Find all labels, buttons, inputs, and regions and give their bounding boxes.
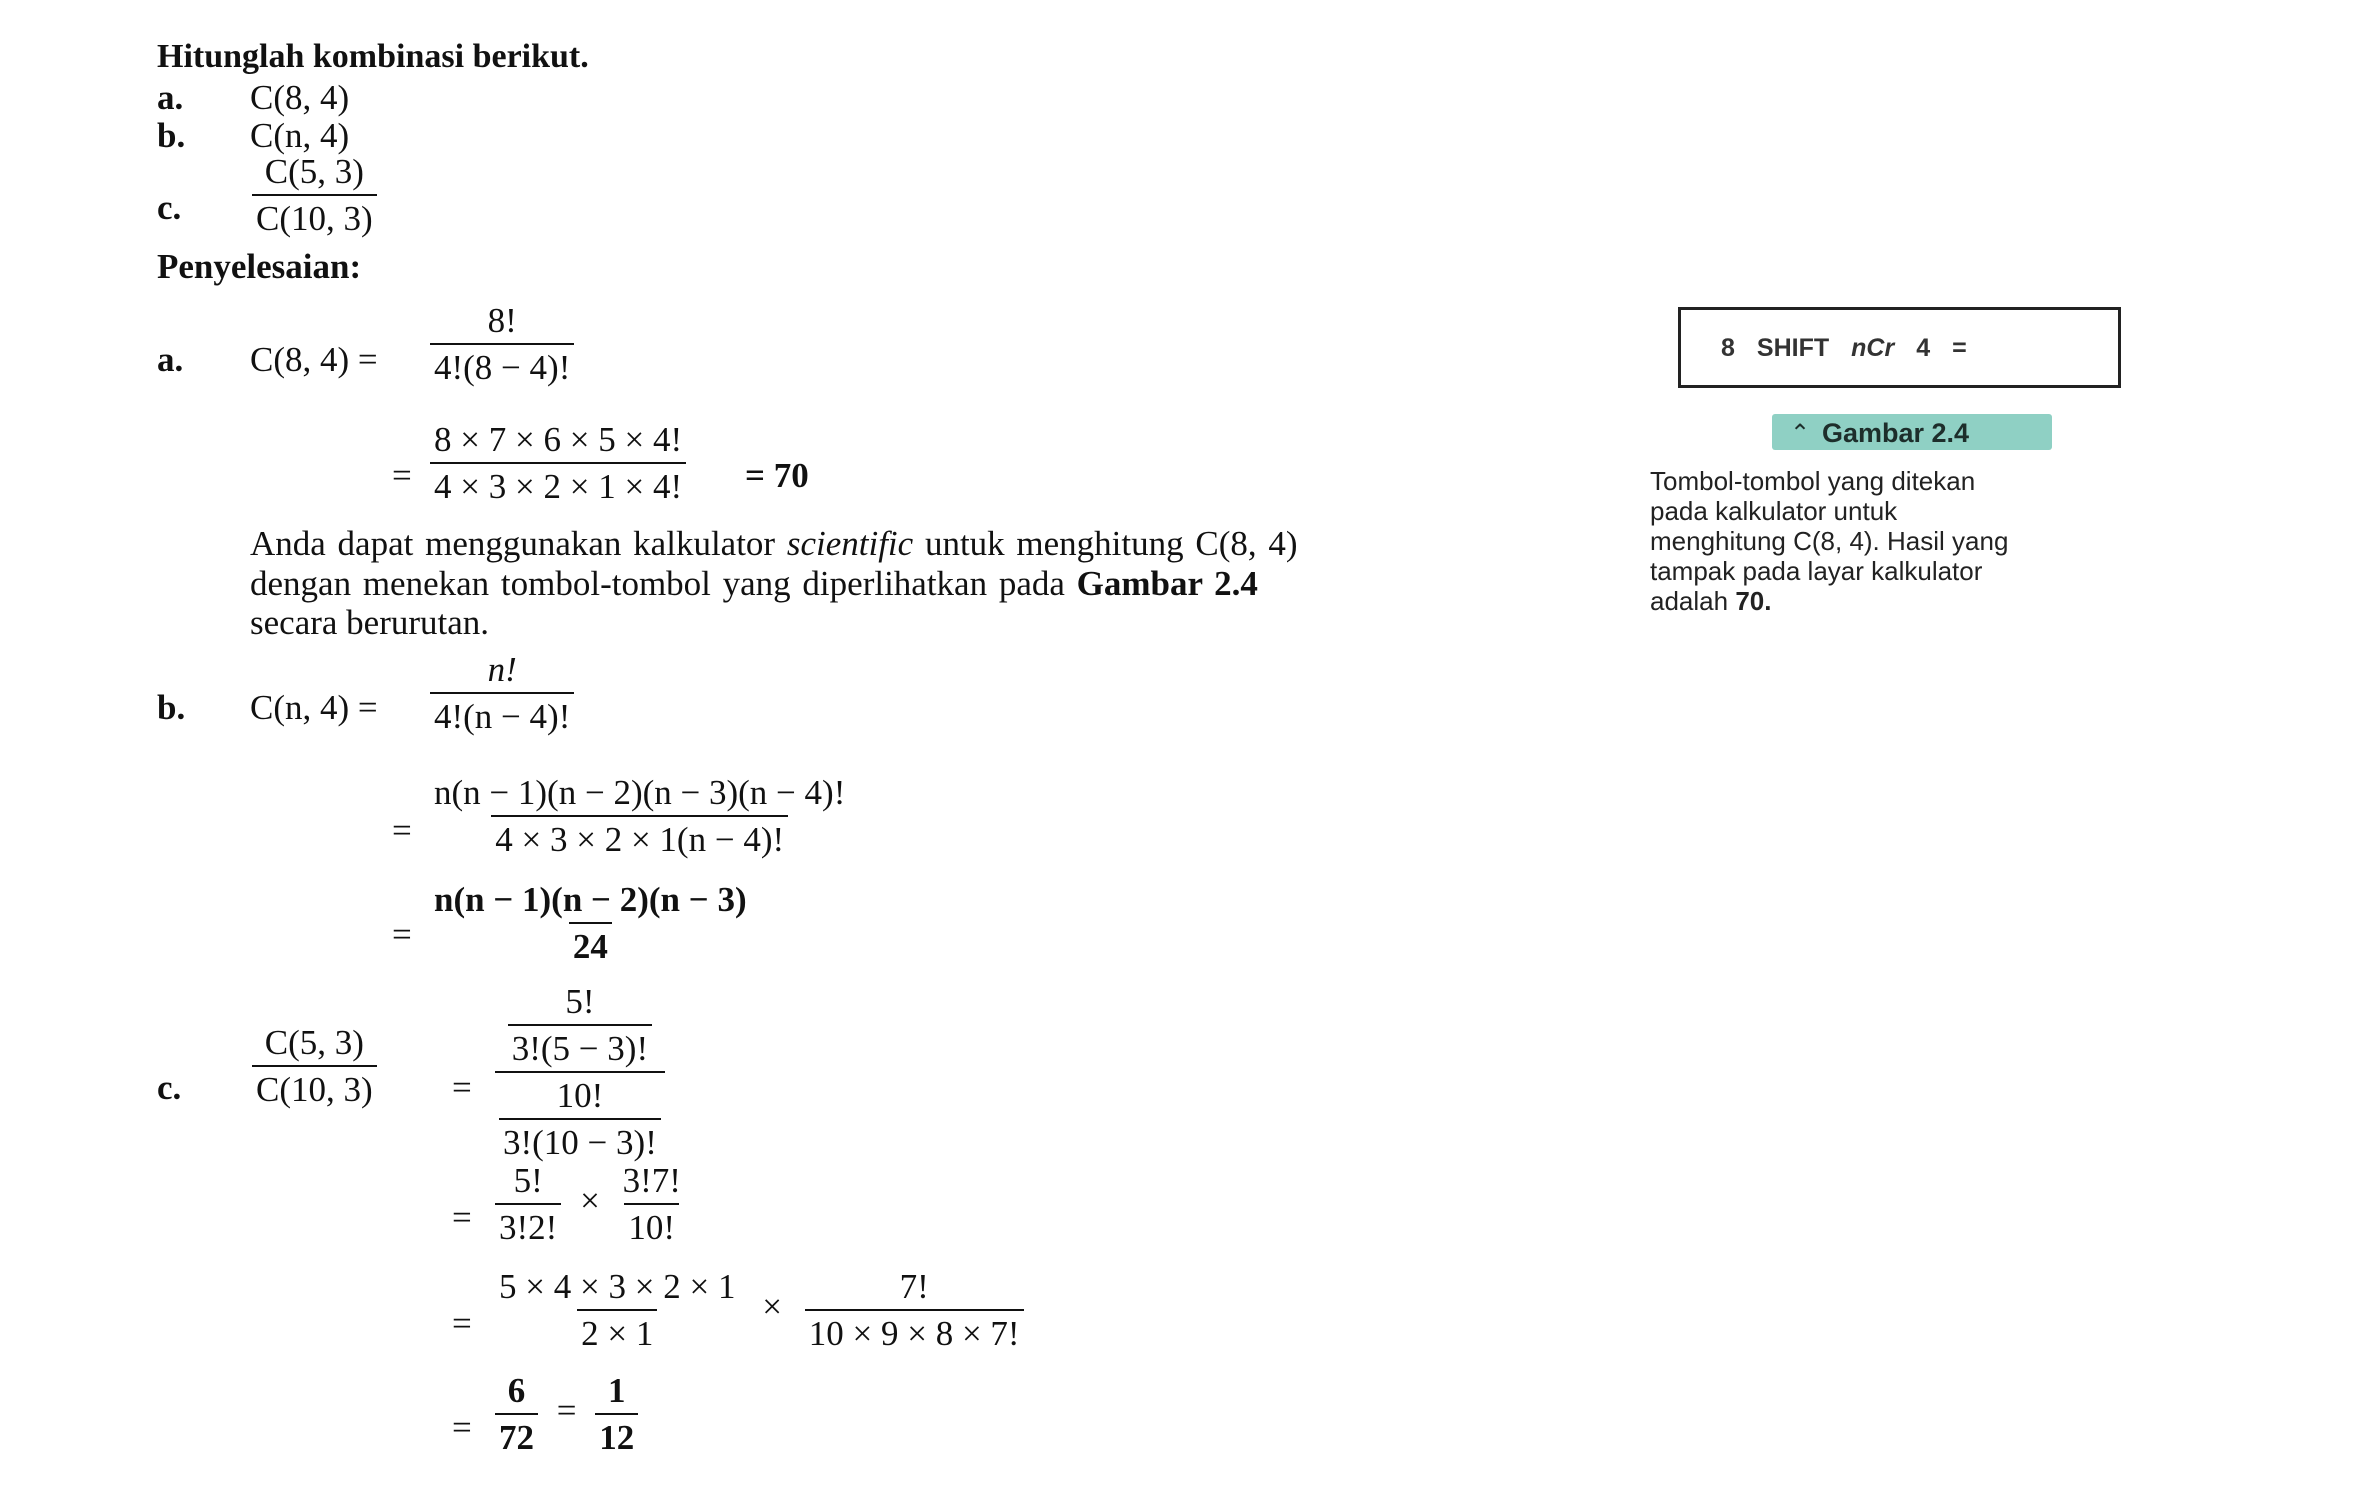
part-c-s3b-num: 7! bbox=[899, 1267, 929, 1306]
key-4: 4 bbox=[1916, 334, 1931, 362]
part-b-label: b. bbox=[157, 688, 186, 727]
caption-line-3: menghitung C(8, 4). Hasil yang bbox=[1650, 526, 2009, 556]
para-l1-a: Anda dapat menggunakan kalkulator bbox=[250, 524, 787, 563]
part-a-paragraph-line1 bbox=[250, 526, 1298, 561]
part-c-step2: $\frac{5!}{3!2!}$ × $\frac{3!7!}{10!}$ bbox=[495, 1163, 685, 1245]
part-c-top-num: 5! bbox=[565, 982, 595, 1021]
caption-last-b: 70. bbox=[1735, 586, 1772, 616]
part-c-step4: $\frac{6}{72}$ = $\frac{1}{12}$ bbox=[495, 1373, 638, 1455]
para-l2-a: dengan menekan tombol-tombol yang diperlihatkan pada bbox=[250, 564, 1077, 603]
part-b-f3-den: 24 bbox=[569, 922, 612, 964]
part-b-step2 bbox=[430, 775, 849, 857]
caption-line-2: pada kalkulator untuk bbox=[1650, 496, 1898, 526]
caption-line-5 bbox=[1650, 586, 2170, 616]
calculator-key-sequence-box bbox=[1678, 307, 2121, 388]
part-b-f3-num: n(n − 1)(n − 2)(n − 3) bbox=[434, 880, 747, 919]
part-b-eq2: = bbox=[392, 811, 412, 850]
part-c-s3a-den: 2 × 1 bbox=[577, 1309, 657, 1351]
part-a-paragraph-line2 bbox=[250, 566, 1258, 601]
problem-a-expr: C(8, 4) bbox=[250, 78, 350, 117]
problem-c-den: C(10, 3) bbox=[252, 194, 377, 236]
figure-title-badge bbox=[1772, 414, 2052, 450]
part-b-lhs: C(n, 4) = bbox=[250, 688, 378, 727]
part-c-s2a-den: 3!2! bbox=[495, 1203, 561, 1245]
part-a-step1 bbox=[430, 303, 574, 385]
part-c-bot-den: 3!(10 − 3)! bbox=[499, 1118, 661, 1160]
part-a-result: = 70 bbox=[745, 456, 809, 495]
problem-b-expr: C(n, 4) bbox=[250, 116, 350, 155]
part-c-lhs-den: C(10, 3) bbox=[252, 1065, 377, 1107]
part-b-step3 bbox=[430, 882, 751, 964]
part-a-paragraph-line3: secara berurutan. bbox=[250, 603, 490, 642]
part-c-s4b-num: 1 bbox=[608, 1371, 626, 1410]
figure-caption bbox=[1650, 466, 2170, 616]
part-c-s4a-num: 6 bbox=[507, 1371, 526, 1410]
problem-c-fraction bbox=[252, 154, 377, 236]
part-c-eq2: = bbox=[452, 1198, 472, 1237]
part-a-f1-num: 8! bbox=[487, 301, 517, 340]
part-b-f2-den: 4 × 3 × 2 × 1(n − 4)! bbox=[491, 815, 788, 857]
part-c-lhs-num: C(5, 3) bbox=[264, 1023, 364, 1062]
part-a-f1-den: 4!(8 − 4)! bbox=[430, 343, 574, 385]
part-c-label: c. bbox=[157, 1068, 182, 1107]
figure-title: Gambar 2.4 bbox=[1822, 418, 1970, 448]
para-l1-b: scientific bbox=[786, 524, 914, 563]
part-c-s2b-num: 3!7! bbox=[622, 1161, 681, 1200]
para-l1-c: untuk menghitung C(8, 4) bbox=[913, 524, 1298, 563]
problem-c-num: C(5, 3) bbox=[264, 152, 364, 191]
caption-line-4: tampak pada layar kalkulator bbox=[1650, 556, 1983, 586]
key-equals: = bbox=[1952, 334, 1967, 362]
part-b-f2-num: n(n − 1)(n − 2)(n − 3)(n − 4)! bbox=[434, 773, 846, 812]
part-b-f1-num: n! bbox=[487, 650, 517, 689]
part-a-label: a. bbox=[157, 340, 184, 379]
caption-last-a: adalah bbox=[1650, 586, 1736, 616]
part-b-eq3: = bbox=[392, 915, 412, 954]
part-c-eq1: = bbox=[452, 1068, 472, 1107]
solution-heading: Penyelesaian: bbox=[157, 247, 362, 286]
part-c-eq3: = bbox=[452, 1304, 472, 1343]
caption-line-1: Tombol-tombol yang ditekan bbox=[1650, 466, 1976, 496]
key-ncr: nCr bbox=[1851, 334, 1895, 362]
part-a-f2-den: 4 × 3 × 2 × 1 × 4! bbox=[430, 462, 686, 504]
part-c-s4b-den: 12 bbox=[595, 1413, 638, 1455]
problem-c-label: c. bbox=[157, 188, 182, 227]
part-c-s2b-den: 10! bbox=[624, 1203, 679, 1245]
part-c-bot-num: 10! bbox=[556, 1076, 604, 1115]
part-a-f2-num: 8 × 7 × 6 × 5 × 4! bbox=[434, 420, 683, 459]
para-l2-b: Gambar 2.4 bbox=[1076, 564, 1258, 603]
part-c-s2a-num: 5! bbox=[513, 1161, 543, 1200]
intro-text: Hitunglah kombinasi berikut. bbox=[157, 38, 589, 75]
part-c-s4a-den: 72 bbox=[495, 1413, 538, 1455]
part-b-step1 bbox=[430, 652, 574, 734]
part-a-step2 bbox=[430, 422, 686, 504]
part-c-step3: $\frac{5 \times 4 \times 3 \times 2 \times 1}{2 \times 1}$ × $\frac{7!}{10 \times 9 \times 8 \times 7!}$ bbox=[495, 1269, 1024, 1351]
part-c-s3a-num: 5 × 4 × 3 × 2 × 1 bbox=[499, 1267, 736, 1306]
calculator-keys bbox=[1721, 334, 1989, 363]
part-a-eq2: = bbox=[392, 456, 412, 495]
key-8: 8 bbox=[1721, 334, 1735, 362]
part-b-f1-den: 4!(n − 4)! bbox=[430, 692, 574, 734]
part-c-s3b-den: 10 × 9 × 8 × 7! bbox=[805, 1309, 1024, 1351]
part-c-compound-fraction bbox=[495, 984, 665, 1160]
key-shift: SHIFT bbox=[1756, 334, 1830, 362]
part-c-eq4: = bbox=[452, 1408, 472, 1447]
problem-a-label: a. bbox=[157, 78, 184, 117]
part-c-lhs bbox=[252, 1025, 377, 1107]
part-a-lhs: C(8, 4) = bbox=[250, 340, 378, 379]
problem-b-label: b. bbox=[157, 116, 186, 155]
part-c-top-den: 3!(5 − 3)! bbox=[508, 1024, 652, 1066]
caret-up-icon: ⌃ bbox=[1790, 420, 1811, 447]
